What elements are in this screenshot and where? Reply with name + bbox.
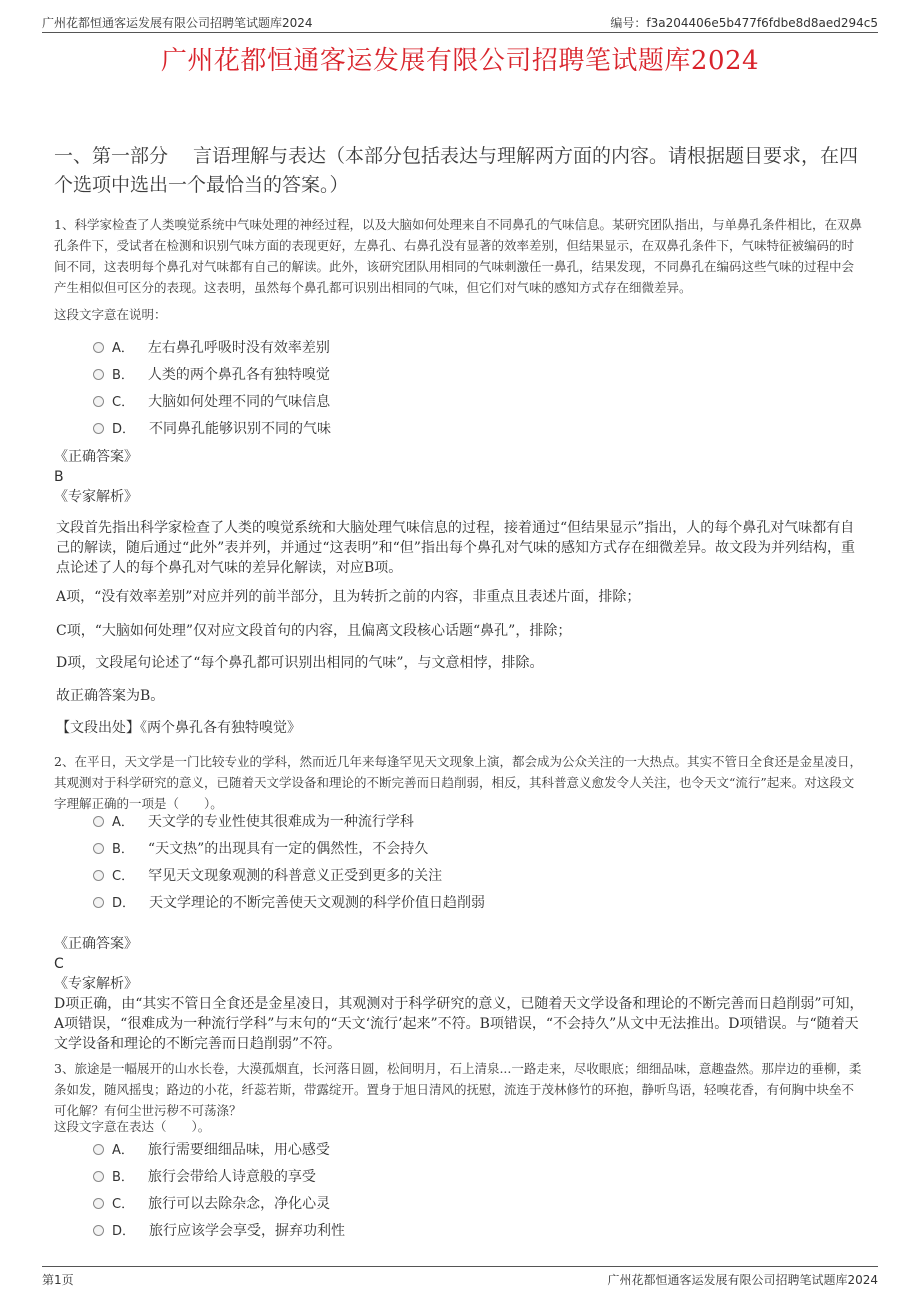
q3-option-c[interactable]: C． 旅行可以去除杂念，净化心灵	[93, 1194, 330, 1215]
question-2-stem: 2、在平日，天文学是一门比较专业的学科，然而近几年来每逢罕见天文现象上演，都会成为公众关注的一大热点。其实不管日全食还是金星凌日，其观测对于科学研究的意义，已随着天文学设备和理论的不断完善而日趋削弱，相反，其科普意义愈发令人关注，也令天文“流行”起来。对这段文字理解正确的一项是（ ）。	[54, 754, 862, 811]
q1-answer-value: B	[54, 469, 64, 485]
question-1-stem: 1、科学家检查了人类嗅觉系统中气味处理的神经过程，以及大脑如何处理来自不同鼻孔的气味信息。某研究团队指出，与单鼻孔条件相比，在双鼻孔条件下，受试者在检测和识别气味方面的表现更好，左鼻孔、右鼻孔没有显著的效率差别，但结果显示，在双鼻孔条件下，气味特征被编码的时间不同，这表明每个鼻孔对气味都有自己的解读。此外，该研究团队用相同的气味刺激任一鼻孔，结果发现，不同鼻孔在编码这些气味的过程中会产生相似但可区分的表现。这表明，虽然每个鼻孔都可识别出相同的气味，但它们对气味的感知方式存在细微差异。	[54, 217, 862, 295]
q1-option-c[interactable]: C． 大脑如何处理不同的气味信息	[93, 392, 330, 413]
question-3-prompt: 这段文字意在表达（ ）。	[54, 1119, 211, 1134]
q2-option-d[interactable]: D． 天文学理论的不断完善使天文观测的科学价值日趋削弱	[93, 893, 485, 914]
q3-option-b[interactable]: B． 旅行会带给人诗意般的享受	[93, 1167, 316, 1188]
page-header	[42, 12, 878, 33]
radio-icon[interactable]	[93, 1198, 104, 1209]
page-footer	[42, 1266, 878, 1287]
q1-option-d[interactable]: D． 不同鼻孔能够识别不同的气味	[93, 419, 331, 440]
question-1-prompt: 这段文字意在说明：	[54, 307, 167, 322]
radio-icon[interactable]	[93, 816, 104, 827]
q1-analysis-option-c: C项，“大脑如何处理”仅对应文段首句的内容，且偏离文段核心话题“鼻孔”，排除；	[56, 623, 572, 639]
q1-analysis-option-d: D项，文段尾句论述了“每个鼻孔都可识别出相同的气味”，与文意相悖，排除。	[56, 655, 544, 671]
radio-icon[interactable]	[93, 870, 104, 881]
radio-icon[interactable]	[93, 1144, 104, 1155]
q2-option-a[interactable]: A． 天文学的专业性使其很难成为一种流行学科	[93, 812, 414, 833]
q2-analysis: D项正确，由“其实不管日全食还是金星凌日，其观测对于科学研究的意义，已随着天文学设备和理论的不断完善而日趋削弱”可知，A项错误，“很难成为一种流行学科”与末句的“天文‘流行’起来”不符。B项错误，“不会持久”从文中无法推出。D项错误。与“随着天文学设备和理论的不断完善而日趋削弱”不符。	[54, 996, 864, 1052]
radio-icon[interactable]	[93, 396, 104, 407]
q2-option-b[interactable]: B． “天文热”的出现具有一定的偶然性，不会持久	[93, 839, 428, 860]
q1-analysis-conclusion: 故正确答案为B。	[56, 688, 165, 704]
radio-icon[interactable]	[93, 897, 104, 908]
header-title: 广州花都恒通客运发展有限公司招聘笔试题库2024	[42, 16, 313, 30]
q1-source: 【文段出处】《两个鼻孔各有独特嗅觉》	[56, 720, 301, 736]
q2-answer-value: C	[54, 956, 64, 972]
q2-analysis-label: 《专家解析》	[54, 976, 138, 992]
q3-option-d[interactable]: D． 旅行应该学会享受，摒弃功利性	[93, 1221, 345, 1242]
radio-icon[interactable]	[93, 1225, 104, 1236]
radio-icon[interactable]	[93, 1171, 104, 1182]
q3-option-a[interactable]: A． 旅行需要细细品味，用心感受	[93, 1140, 330, 1161]
header-doc-id: 编号：f3a204406e5b477f6fdbe8d8aed294c5	[610, 16, 878, 30]
page-number: 第1页	[42, 1273, 74, 1287]
radio-icon[interactable]	[93, 342, 104, 353]
q1-analysis-paragraph: 文段首先指出科学家检查了人类的嗅觉系统和大脑处理气味信息的过程，接着通过“但结果显示”指出，人的每个鼻孔对气味都有自己的解读，随后通过“此外”表并列，并通过“这表明”和“但”指出每个鼻孔对气味的感知方式存在细微差异。故文段为并列结构，重点论述了人的每个鼻孔对气味的差异化解读，对应B项。	[56, 520, 855, 576]
radio-icon[interactable]	[93, 423, 104, 434]
document-title: 广州花都恒通客运发展有限公司招聘笔试题库2024	[160, 46, 760, 76]
q1-option-a[interactable]: A． 左右鼻孔呼吸时没有效率差别	[93, 338, 330, 359]
radio-icon[interactable]	[93, 843, 104, 854]
q2-option-c[interactable]: C． 罕见天文现象观测的科普意义正受到更多的关注	[93, 866, 442, 887]
q1-answer-label: 《正确答案》	[54, 449, 138, 465]
q1-option-b[interactable]: B． 人类的两个鼻孔各有独特嗅觉	[93, 365, 330, 386]
footer-title: 广州花都恒通客运发展有限公司招聘笔试题库2024	[607, 1273, 878, 1287]
q1-analysis-option-a: A项，“没有效率差别”对应并列的前半部分，且为转折之前的内容，非重点且表述片面，排除；	[56, 589, 641, 605]
q2-answer-label: 《正确答案》	[54, 936, 138, 952]
question-3-stem: 3、旅途是一幅展开的山水长卷，大漠孤烟直，长河落日圆，松间明月，石上清泉...一路走来，尽收眼底；细细品味，意趣盎然。那岸边的垂柳，柔条如发，随风摇曳；路边的小花，纤蕊若斯，带露绽开。置身于旭日清风的抚慰，流连于茂林修竹的环抱，静听鸟语，轻嗅花香，有何胸中块垒不可化解？有何尘世污秽不可荡涤？	[54, 1061, 862, 1118]
q1-analysis-label: 《专家解析》	[54, 489, 138, 505]
section-heading: 一、第一部分 言语理解与表达（本部分包括表达与理解两方面的内容。请根据题目要求，在四个选项中选出一个最恰当的答案。）	[54, 145, 859, 196]
radio-icon[interactable]	[93, 369, 104, 380]
